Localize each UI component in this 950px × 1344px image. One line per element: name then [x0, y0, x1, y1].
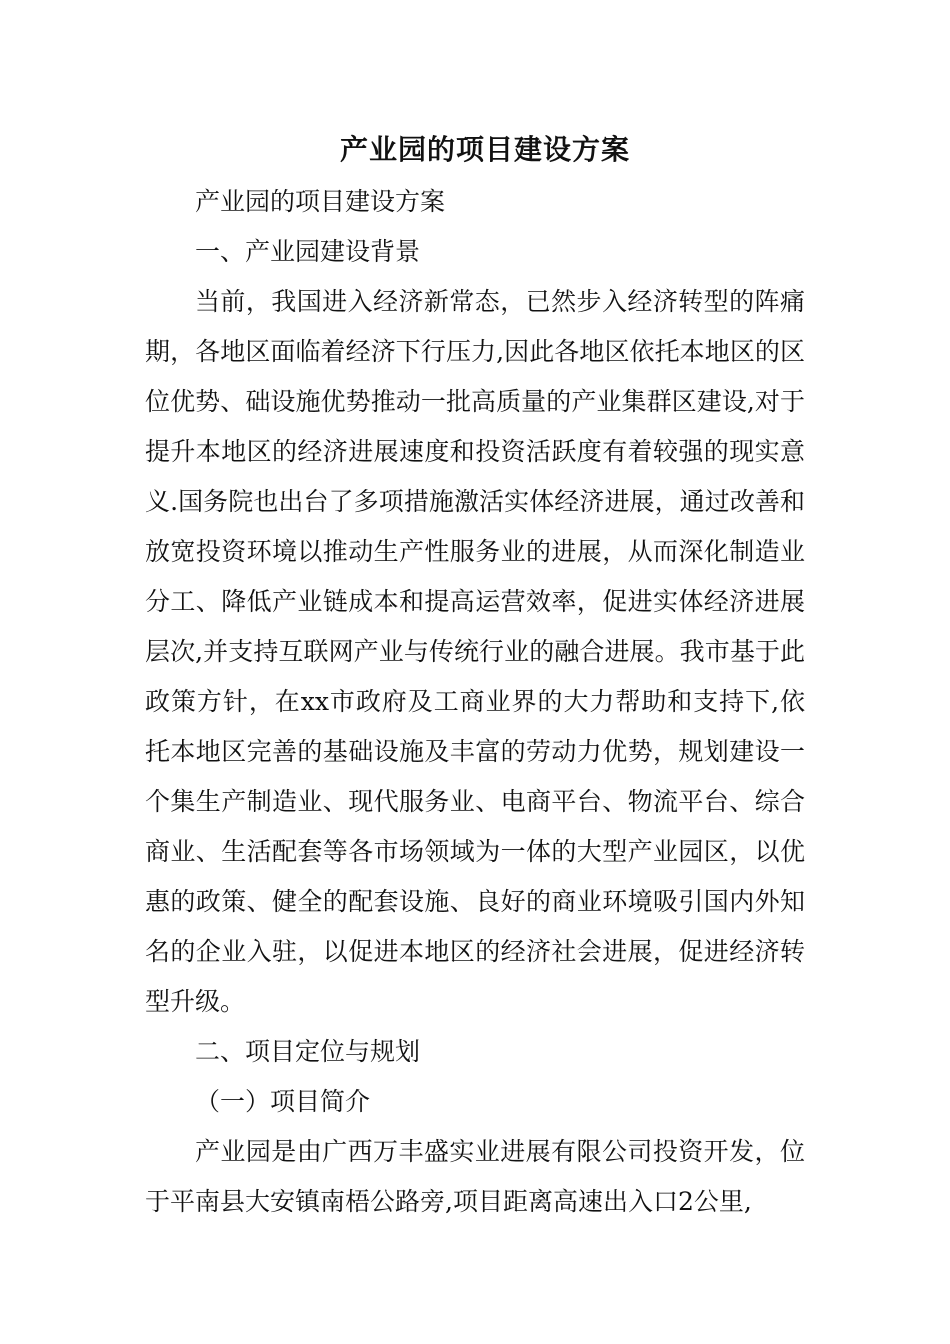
document-body	[145, 177, 805, 1227]
paragraph-subtitle: 产业园的项目建设方案	[195, 187, 446, 216]
section-heading-positioning: 二、项目定位与规划	[195, 1037, 421, 1066]
paragraph-intro: 产业园是由广西万丰盛实业进展有限公司投资开发，位于平南县大安镇南梧公路旁,项目距离高速出入口2公里,	[145, 1137, 805, 1216]
document-title: 产业园的项目建设方案	[339, 133, 630, 166]
subsection-heading-intro: （一）项目简介	[195, 1087, 371, 1116]
section-heading-background: 一、产业园建设背景	[195, 237, 421, 266]
paragraph-background: 当前，我国进入经济新常态，已然步入经济转型的阵痛期，各地区面临着经济下行压力,因此各地区依托本地区的区位优势、础设施优势推动一批高质量的产业集群区建设,对于提升本地区的经济进展速度和投资活跃度有着较强的现实意义.国务院也出台了多项措施激活实体经济进展，通过改善和放宽投资环境以推动生产性服务业的进展，从而深化制造业分工、降低产业链成本和提高运营效率，促进实体经济进展层次,并支持互联网产业与传统行业的融合进展。我市基于此政策方针，在xx市政府及工商业界的大力帮助和支持下,依托本地区完善的基础设施及丰富的劳动力优势，规划建设一个集生产制造业、现代服务业、电商平台、物流平台、综合商业、生活配套等各市场领域为一体的大型产业园区，以优惠的政策、健全的配套设施、良好的商业环境吸引国内外知名的企业入驻，以促进本地区的经济社会进展，促进经济转型升级。	[145, 287, 805, 1016]
